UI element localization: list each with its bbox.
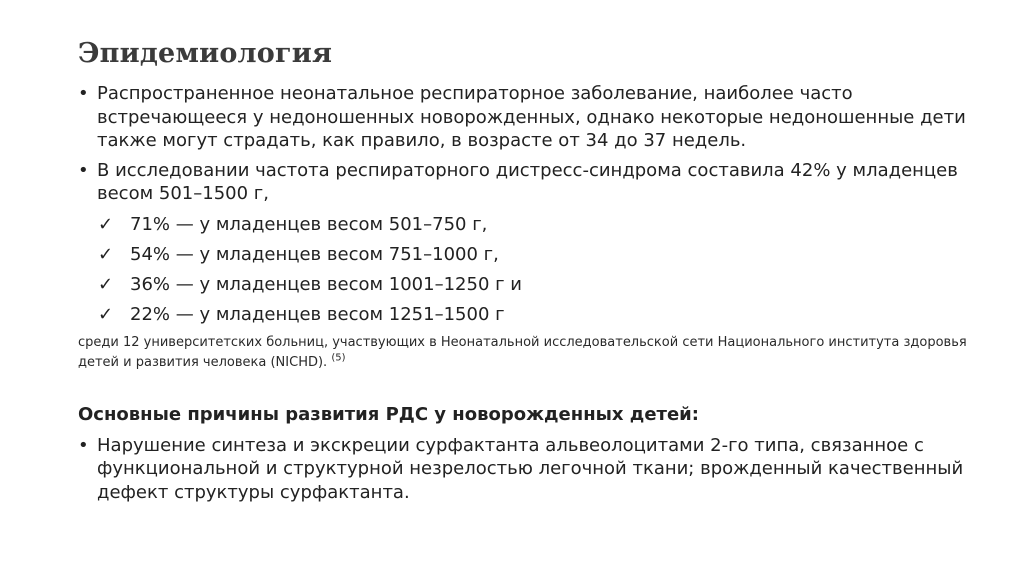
checkmark-icon: ✓	[98, 303, 114, 325]
bullet-item	[78, 434, 978, 505]
bullet-item	[78, 159, 978, 206]
bullet-text: В исследовании частота респираторного дистресс-синдрома составила 42% у младенцев весом 501–1500 г,	[97, 159, 958, 204]
bullet-text: Распространенное неонатальное респираторное заболевание, наиболее часто встречающееся у недоношенных новорожденных, однако некоторые недоношенные дети также могут страдать, как правило, в возрасте от 34 до 37 недель.	[97, 83, 966, 151]
study-note-text: среди 12 университетских больниц, участвующих в Неонатальной исследовательской сети Национального института здоровья детей и развития человека (NICHD).	[78, 334, 967, 370]
checklist-text: 54% — у младенцев весом 751–1000 г,	[130, 243, 499, 265]
bullet-text: Нарушение синтеза и экскреции сурфактанта альвеолоцитами 2-го типа, связанное с функциональной и структурной незрелостью легочной ткани; врожденный качественный дефект структуры сурфактанта.	[97, 434, 964, 503]
slide-content	[78, 82, 978, 504]
checklist-item	[98, 243, 978, 266]
bullet-item	[78, 82, 978, 153]
checklist-text: 22% — у младенцев весом 1251–1500 г	[130, 303, 505, 325]
bullet-icon: •	[78, 159, 89, 181]
checklist	[98, 213, 978, 326]
reference-marker: (5)	[331, 352, 346, 364]
bullet-icon: •	[78, 83, 89, 104]
bullet-icon: •	[78, 434, 89, 456]
checklist-item	[98, 213, 978, 236]
checkmark-icon: ✓	[98, 213, 114, 235]
checklist-item	[98, 303, 978, 326]
checklist-text: 36% — у младенцев весом 1001–1250 г и	[130, 273, 522, 295]
causes-heading: Основные причины развития РДС у новорожденных детей:	[78, 403, 699, 425]
checkmark-icon: ✓	[98, 243, 114, 265]
study-note	[78, 333, 978, 373]
checklist-text: 71% — у младенцев весом 501–750 г,	[130, 213, 488, 235]
checklist-item	[98, 273, 978, 296]
checkmark-icon: ✓	[98, 273, 114, 295]
page-title: Эпидемиология	[78, 38, 333, 69]
